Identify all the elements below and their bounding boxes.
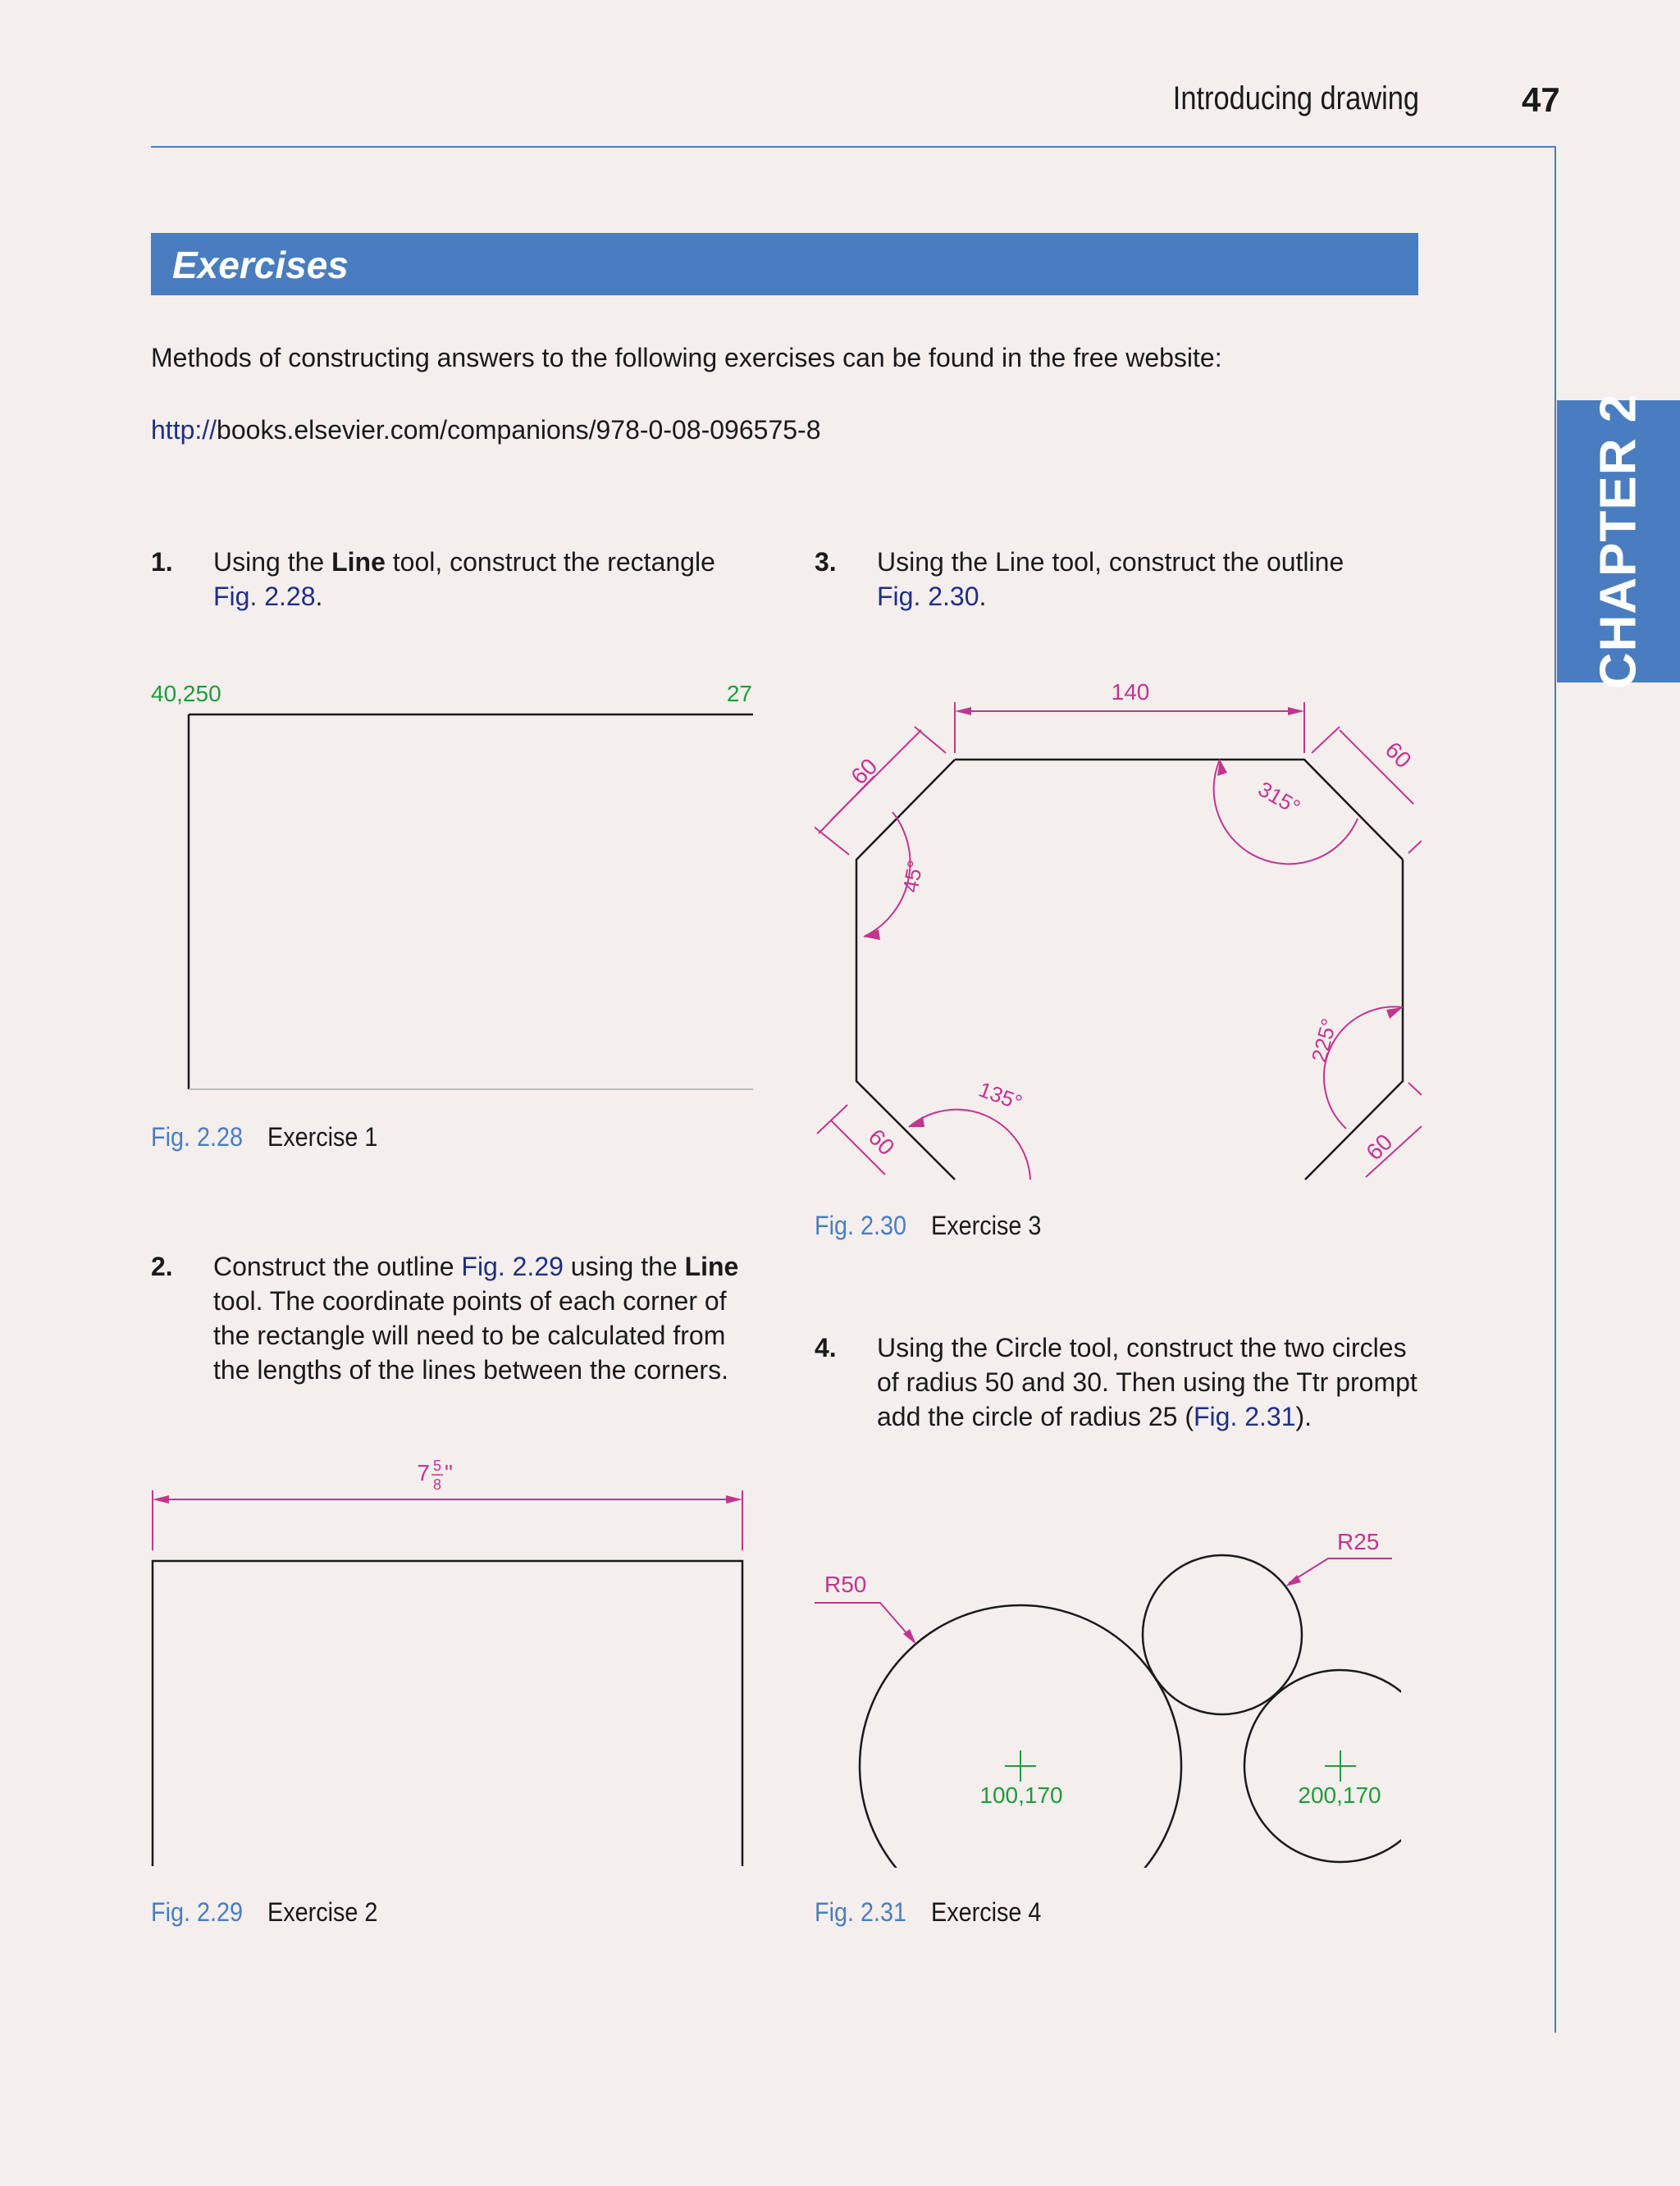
figure-2-28 [151, 673, 758, 1099]
caption-text: Exercise 1 [267, 1122, 378, 1152]
dimension-extension [815, 826, 849, 855]
fig229-dim-numerator: 5 [432, 1458, 442, 1474]
dimension-arrow-right [726, 1495, 742, 1504]
circles-group [860, 1555, 1422, 1870]
caption-text: Exercise 3 [931, 1211, 1042, 1240]
dimension-extension [1408, 841, 1422, 853]
companion-url[interactable] [151, 415, 820, 445]
dimension-extension [817, 1105, 847, 1134]
fig-link[interactable]: Fig. 2.31 [1193, 1402, 1296, 1431]
page-number: 47 [1522, 80, 1560, 119]
figure-2-29 [151, 1448, 758, 1874]
header-rule [151, 146, 1555, 148]
fig228-caption [151, 1122, 390, 1152]
url-scheme: http:// [151, 415, 217, 445]
fig230-bottom-right-length: 60 [1361, 1129, 1398, 1166]
fig231-centre-1: 100,170 [979, 1782, 1063, 1808]
fig230-angle-225: 225° [1306, 1015, 1342, 1066]
leader-line-r50 [815, 1603, 913, 1641]
fig229-dim-unit: " [445, 1460, 453, 1485]
circle-r50 [860, 1605, 1181, 1870]
exercise-number: 3. [815, 547, 837, 577]
tool-name: Line [331, 547, 386, 577]
circle-r25 [1143, 1555, 1302, 1714]
exercise-2 [151, 1249, 774, 1397]
exercise-number: 1. [151, 547, 173, 577]
dimension-extension [1408, 1083, 1422, 1095]
outline-top [955, 760, 1403, 860]
fig228-start-coordinate: 40,250 [151, 681, 221, 706]
section-banner [151, 233, 1418, 295]
fig231-centre-2: 200,170 [1298, 1782, 1381, 1808]
caption-fig-number: Fig. 2.28 [151, 1122, 244, 1152]
outline-shape [153, 1561, 742, 1866]
angle-arrow [1386, 1007, 1403, 1019]
section-title: Exercises [172, 244, 349, 286]
chapter-tab-label: CHAPTER 2 [1590, 393, 1647, 690]
fig230-top-right-length: 60 [1380, 737, 1417, 774]
url-rest: books.elsevier.com/companions/978-0-08-096575-8 [217, 415, 821, 445]
exercise-text: Using the Line tool, construct the rectangle Fig. 2.28. [213, 547, 715, 611]
fig230-angle-45: 45° [897, 858, 928, 895]
figure-2-30 [815, 673, 1422, 1189]
dimension-extension [915, 727, 946, 753]
fig229-dim-whole: 7 [417, 1460, 430, 1485]
dimension-arrow [1288, 707, 1304, 715]
fig231-radius-50: R50 [824, 1572, 867, 1597]
caption-text: Exercise 2 [267, 1897, 378, 1927]
exercise-4 [815, 1330, 1438, 1437]
exercise-text: Using the Line tool, construct the outline Fig. 2.30. [877, 547, 1344, 611]
fig229-dim-denominator: 8 [432, 1476, 442, 1493]
figure-2-31 [815, 1517, 1422, 1870]
caption-fig-number: Fig. 2.31 [815, 1897, 907, 1927]
fig-link[interactable]: Fig. 2.30 [877, 582, 979, 611]
fig228-length-label: 27 [726, 681, 752, 706]
exercise-3 [815, 545, 1438, 618]
angle-arc-135 [909, 1110, 1030, 1180]
dimension-arrow [955, 707, 971, 715]
exercise-text: Construct the outline Fig. 2.29 using the Line tool. The coordinate points of each corner of the rectangle will need to be calculated from the lengths of the lines between the corners. [213, 1252, 739, 1385]
fig230-angle-315: 315° [1253, 776, 1305, 820]
caption-fig-number: Fig. 2.29 [151, 1897, 244, 1927]
exercise-text: Using the Circle tool, construct the two circles of radius 50 and 30. Then using the Ttr prompt add the circle of radius 25 (Fig. 2.31). [877, 1333, 1418, 1431]
exercise-number: 2. [151, 1252, 173, 1281]
exercise-number: 4. [815, 1333, 837, 1362]
leader-line-r25 [1289, 1558, 1392, 1583]
intro-text: Methods of constructing answers to the following exercises can be found in the free website: [151, 343, 1222, 372]
tool-name: Line [684, 1252, 739, 1281]
dimension-arrow-left [153, 1495, 169, 1504]
angle-arrow [909, 1116, 924, 1127]
fig-link[interactable]: Fig. 2.28 [213, 582, 316, 611]
fig230-top-left-length: 60 [846, 753, 883, 790]
fig-link[interactable]: Fig. 2.29 [461, 1252, 564, 1281]
margin-rule [1554, 146, 1556, 2033]
outline-left [856, 760, 955, 1180]
running-header-title: Introducing drawing [1172, 80, 1419, 116]
fig231-caption [815, 1897, 1054, 1928]
caption-text: Exercise 4 [931, 1897, 1042, 1927]
exercise-1 [151, 545, 774, 618]
caption-fig-number: Fig. 2.30 [815, 1211, 907, 1240]
fig229-caption [151, 1897, 390, 1928]
fig230-bottom-left-length: 60 [863, 1124, 900, 1161]
fig230-caption [815, 1211, 1054, 1241]
chapter-tab [1557, 393, 1680, 690]
fig231-radius-25: R25 [1337, 1529, 1380, 1554]
fig230-top-length: 140 [1111, 679, 1150, 705]
dimension-extension [1312, 727, 1340, 753]
fig230-angle-135: 135° [975, 1076, 1026, 1116]
